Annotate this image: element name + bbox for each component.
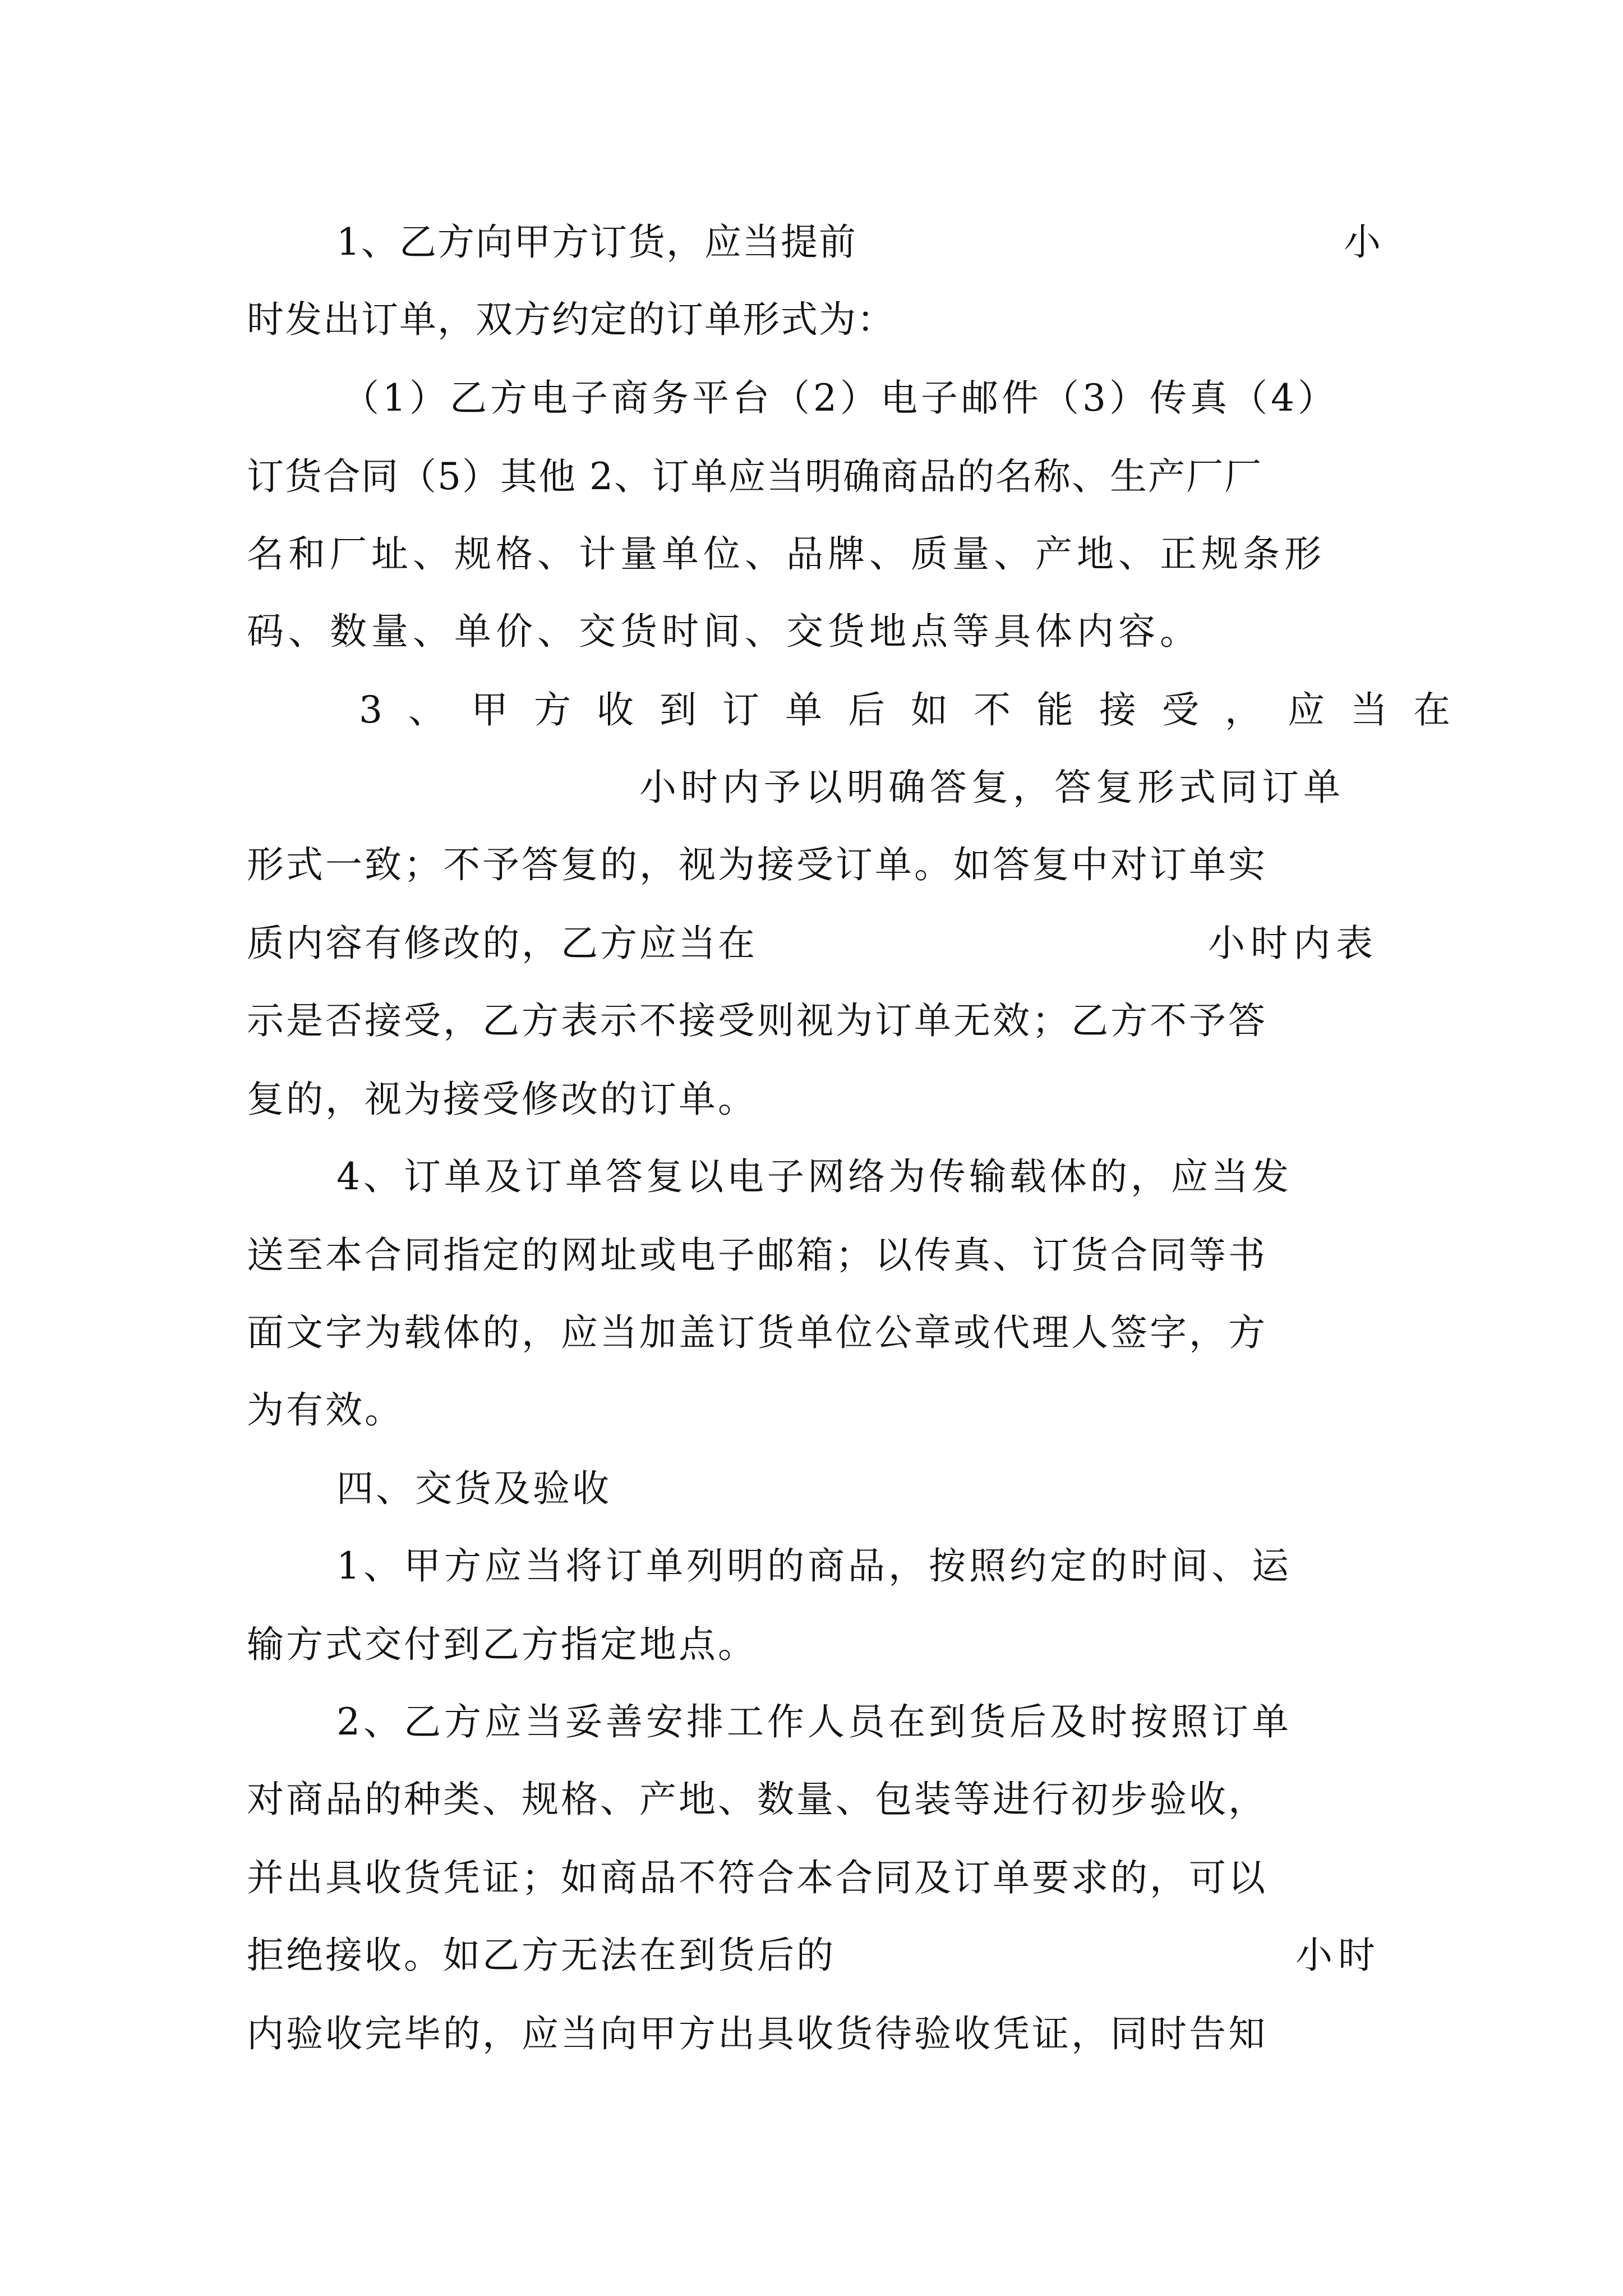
text-line: 对商品的种类、规格、产地、数量、包装等进行初步验收， bbox=[247, 1778, 1267, 1821]
text-line: 面文字为载体的，应当加盖订货单位公章或代理人签字，方 bbox=[247, 1311, 1267, 1354]
text-line: 3、甲方收到订单后如不能接受，应当在 bbox=[359, 688, 1476, 731]
text-line: 内验收完毕的，应当向甲方出具收货待验收凭证，同时告知 bbox=[247, 2012, 1267, 2055]
text-line: 小时内表 bbox=[1208, 922, 1378, 965]
text-line: 示是否接受，乙方表示不接受则视为订单无效；乙方不予答 bbox=[247, 999, 1267, 1042]
section-heading: 四、交货及验收 bbox=[336, 1467, 611, 1510]
text-line: 小时内予以明确答复，答复形式同订单 bbox=[639, 766, 1345, 809]
text-line: 4、订单及订单答复以电子网络为传输载体的，应当发 bbox=[336, 1155, 1292, 1198]
text-line: 送至本合同指定的网址或电子邮箱；以传真、订货合同等书 bbox=[247, 1234, 1267, 1277]
text-line: 订货合同（5）其他 2、订单应当明确商品的名称、生产厂厂 bbox=[247, 455, 1262, 498]
text-line: 并出具收货凭证；如商品不符合本合同及订单要求的，可以 bbox=[247, 1856, 1267, 1899]
text-line: 时发出订单，双方约定的订单形式为： bbox=[247, 298, 895, 341]
text-line: 拒绝接收。如乙方无法在到货后的 bbox=[247, 1934, 836, 1977]
text-line: 小 bbox=[1344, 220, 1382, 264]
text-line: 小时 bbox=[1295, 1934, 1381, 1977]
text-line: 1、乙方向甲方订货，应当提前 bbox=[336, 220, 857, 264]
text-line: 质内容有修改的，乙方应当在 bbox=[247, 922, 757, 965]
text-line: 输方式交付到乙方指定地点。 bbox=[247, 1623, 757, 1666]
text-line: 码、数量、单价、交货时间、交货地点等具体内容。 bbox=[247, 610, 1201, 653]
text-line: 为有效。 bbox=[247, 1388, 404, 1432]
text-line: 复的，视为接受修改的订单。 bbox=[247, 1078, 757, 1121]
text-line: （1）乙方电子商务平台（2）电子邮件（3）传真（4） bbox=[342, 376, 1338, 420]
text-line: 形式一致；不予答复的，视为接受订单。如答复中对订单实 bbox=[247, 843, 1267, 886]
text-line: 名和厂址、规格、计量单位、品牌、质量、产地、正规条形 bbox=[247, 532, 1326, 576]
text-line: 2、乙方应当妥善安排工作人员在到货后及时按照订单 bbox=[336, 1700, 1292, 1743]
text-line: 1、甲方应当将订单列明的商品，按照约定的时间、运 bbox=[336, 1544, 1292, 1588]
